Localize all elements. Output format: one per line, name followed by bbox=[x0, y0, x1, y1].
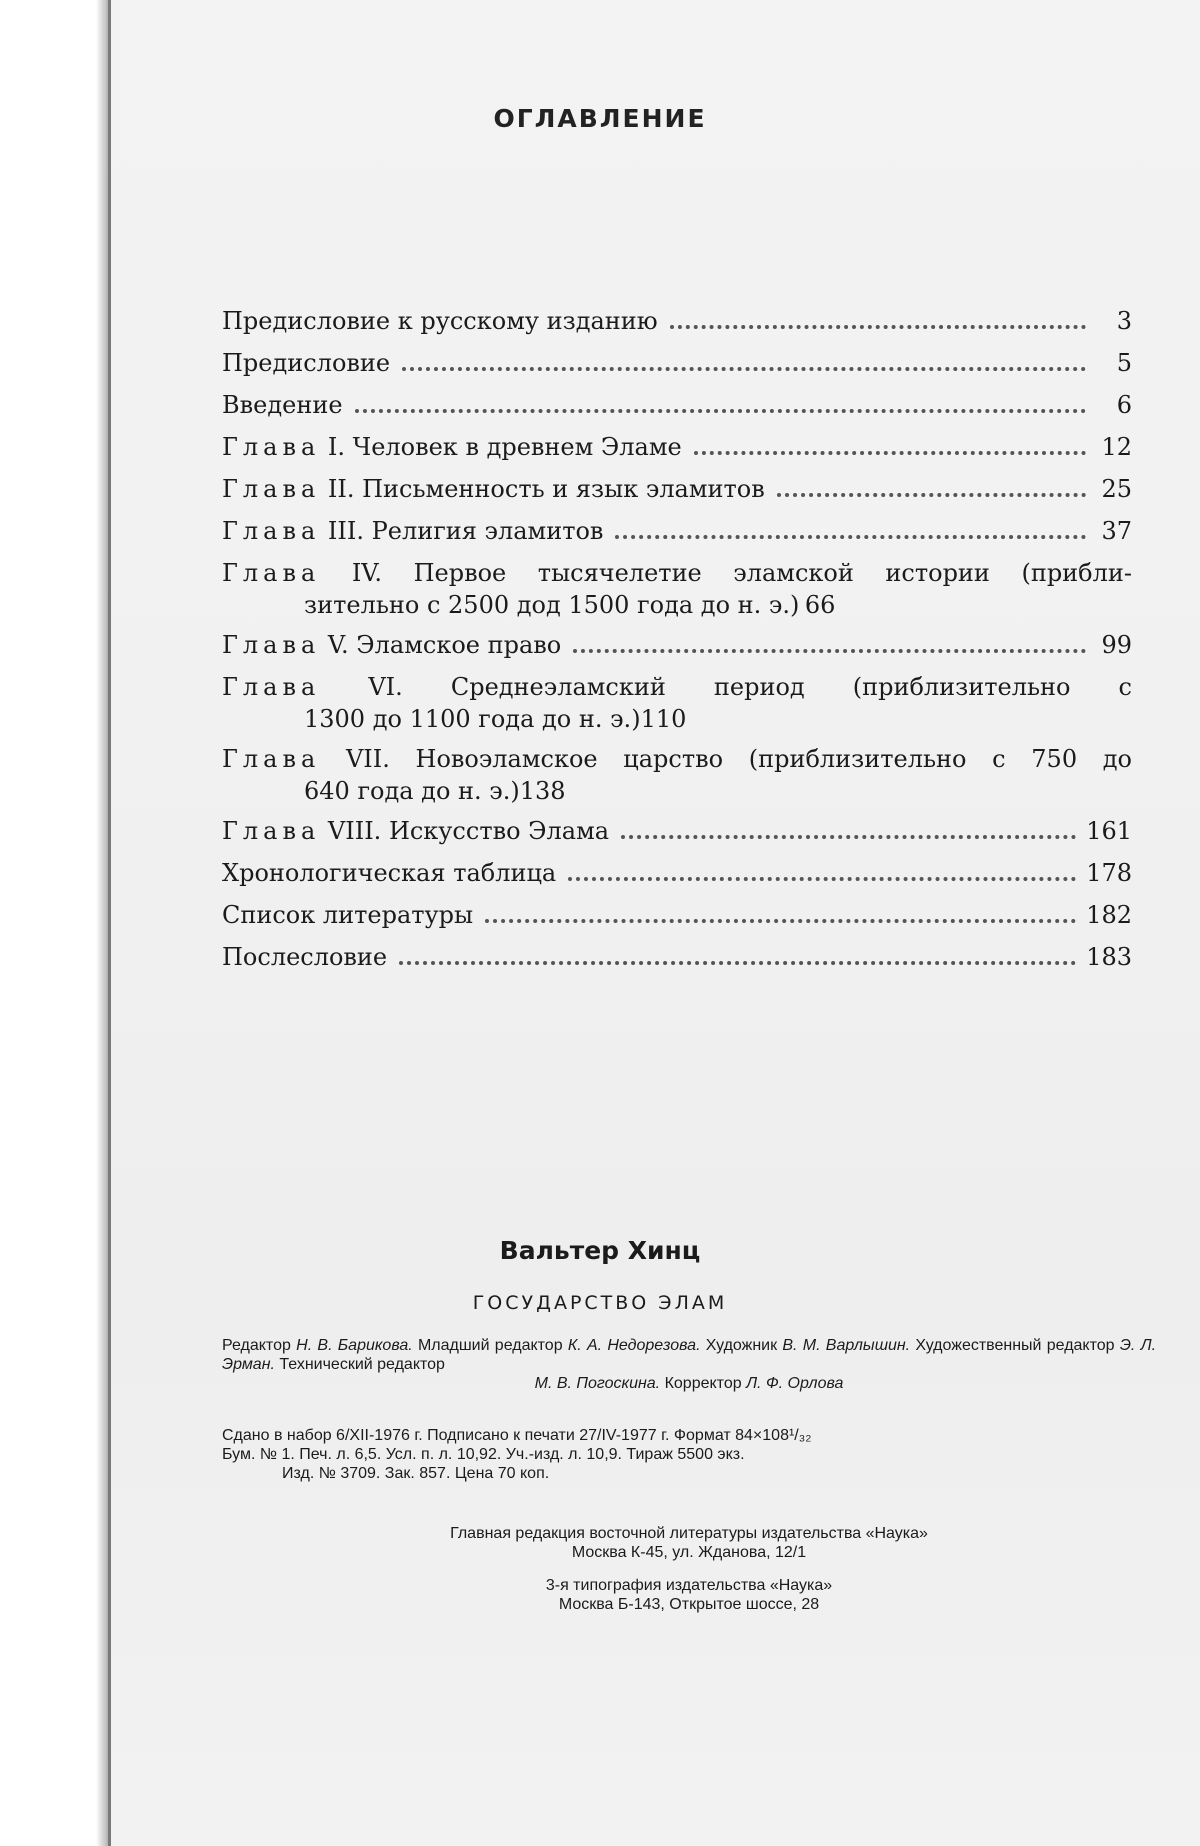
toc-entry-label-line1: IV. Первое тысячелетие эламской истории (прибли- bbox=[352, 559, 1132, 587]
toc-entry-page: 110 bbox=[641, 703, 687, 735]
toc-entry-label-line1: VI. Среднеэламский период (приблизительно с bbox=[368, 673, 1132, 701]
toc-entry-page: 25 bbox=[1096, 473, 1132, 505]
art-editor-label: Художественный редактор bbox=[915, 1337, 1114, 1354]
toc-title: ОГЛАВЛЕНИЕ bbox=[0, 104, 1200, 133]
leader-dots bbox=[621, 835, 1076, 839]
toc-entry-label: Послесловие bbox=[222, 941, 387, 973]
toc-entry-page: 66 bbox=[799, 589, 835, 621]
proofreader-label: Корректор bbox=[665, 1375, 742, 1392]
toc-entry-label: Введение bbox=[222, 389, 343, 421]
toc-entry[interactable] bbox=[222, 557, 1132, 621]
printer-line: 3-я типография издательства «Наука» bbox=[222, 1576, 1156, 1595]
leader-dots bbox=[402, 367, 1086, 371]
chapter-prefix: Глава bbox=[222, 673, 320, 701]
toc-entry-label: Хронологическая таблица bbox=[222, 857, 556, 889]
toc-entry-page: 183 bbox=[1086, 941, 1132, 973]
toc-entry[interactable] bbox=[222, 389, 1132, 421]
toc-entry[interactable] bbox=[222, 431, 1132, 463]
toc-entry[interactable] bbox=[222, 515, 1132, 547]
toc-entry[interactable] bbox=[222, 347, 1132, 379]
leader-dots bbox=[568, 877, 1076, 881]
chapter-prefix: Глава bbox=[222, 745, 320, 773]
leader-dots bbox=[670, 325, 1086, 329]
junior-editor-label: Младший редактор bbox=[418, 1337, 563, 1354]
toc-entry-label-line1: VII. Новоэламское царство (приблизительно с 750 до bbox=[346, 745, 1132, 773]
author-name: Вальтер Хинц bbox=[0, 1236, 1200, 1265]
tech-editor-name: М. В. Погоскина. bbox=[535, 1375, 660, 1392]
editor-name: Н. В. Барикова. bbox=[296, 1337, 413, 1354]
leader-dots bbox=[485, 919, 1076, 923]
left-margin bbox=[0, 0, 96, 1846]
chapter-prefix: Глава bbox=[222, 631, 320, 659]
pubinfo-line: Изд. № 3709. Зак. 857. Цена 70 коп. bbox=[222, 1464, 1156, 1483]
tech-editor-label: Технический редактор bbox=[279, 1356, 445, 1373]
leader-dots bbox=[615, 535, 1086, 539]
toc-entry-page: 5 bbox=[1096, 347, 1132, 379]
page bbox=[0, 0, 1200, 1846]
publisher-info bbox=[222, 1524, 1156, 1614]
toc-entry[interactable] bbox=[222, 671, 1132, 735]
chapter-prefix: Глава bbox=[222, 433, 320, 461]
toc-entry-label-line2: 1300 до 1100 года до н. э.) bbox=[304, 703, 641, 735]
chapter-prefix: Глава bbox=[222, 559, 320, 587]
leader-dots bbox=[355, 409, 1086, 413]
toc-entry[interactable] bbox=[222, 815, 1132, 847]
proofreader-name: Л. Ф. Орлова bbox=[746, 1375, 843, 1392]
art-editor-name: Э. Л. Эрман. bbox=[222, 1337, 1156, 1373]
toc-entry[interactable] bbox=[222, 473, 1132, 505]
leader-dots bbox=[777, 493, 1086, 497]
toc-entry[interactable] bbox=[222, 743, 1132, 807]
toc-entry-page: 12 bbox=[1096, 431, 1132, 463]
toc-entry[interactable] bbox=[222, 305, 1132, 337]
toc-entry-label: II. Письменность и язык эламитов bbox=[328, 475, 765, 503]
toc-entry-page: 6 bbox=[1096, 389, 1132, 421]
chapter-prefix: Глава bbox=[222, 475, 320, 503]
toc-entry[interactable] bbox=[222, 941, 1132, 973]
junior-editor-name: К. А. Недорезова. bbox=[568, 1337, 701, 1354]
toc-entry-label-line2: зительно с 2500 дод 1500 года до н. э.) bbox=[304, 589, 799, 621]
artist-name: В. М. Варлышин. bbox=[782, 1337, 910, 1354]
publisher-line: Главная редакция восточной литературы издательства «Наука» bbox=[222, 1524, 1156, 1543]
toc-entry-label: VIII. Искусство Элама bbox=[328, 817, 609, 845]
toc-entry-label-line2: 640 года до н. э.) bbox=[304, 775, 520, 807]
toc-entry-label: I. Человек в древнем Эламе bbox=[328, 433, 682, 461]
pubinfo-line: Бум. № 1. Печ. л. 6,5. Усл. п. л. 10,92. Уч.-изд. л. 10,9. Тираж 5500 экз. bbox=[222, 1445, 1156, 1464]
pubinfo-line: Сдано в набор 6/XII-1976 г. Подписано к печати 27/IV-1977 г. Формат 84×108¹/₃₂ bbox=[222, 1426, 1156, 1445]
toc-entry-page: 182 bbox=[1086, 899, 1132, 931]
chapter-prefix: Глава bbox=[222, 817, 320, 845]
table-of-contents bbox=[222, 305, 1132, 983]
toc-entry-label: Список литературы bbox=[222, 899, 473, 931]
toc-entry[interactable] bbox=[222, 857, 1132, 889]
artist-label: Художник bbox=[706, 1337, 777, 1354]
toc-entry-page: 138 bbox=[520, 775, 566, 807]
toc-entry-label: V. Эламское право bbox=[328, 631, 561, 659]
leader-dots bbox=[694, 451, 1086, 455]
editorial-credits bbox=[222, 1336, 1156, 1393]
publication-info bbox=[222, 1426, 1156, 1483]
editor-label: Редактор bbox=[222, 1337, 291, 1354]
leader-dots bbox=[573, 649, 1086, 653]
leader-dots bbox=[399, 961, 1076, 965]
toc-entry-page: 161 bbox=[1086, 815, 1132, 847]
toc-entry-label: Предисловие bbox=[222, 347, 390, 379]
toc-entry-page: 99 bbox=[1096, 629, 1132, 661]
publisher-line: Москва К-45, ул. Жданова, 12/1 bbox=[222, 1543, 1156, 1562]
chapter-prefix: Глава bbox=[222, 517, 320, 545]
toc-entry-page: 178 bbox=[1086, 857, 1132, 889]
printer-line: Москва Б-143, Открытое шоссе, 28 bbox=[222, 1595, 1156, 1614]
toc-entry-page: 3 bbox=[1096, 305, 1132, 337]
book-title: ГОСУДАРСТВО ЭЛАМ bbox=[0, 1292, 1200, 1314]
spine-shadow bbox=[108, 0, 111, 1846]
toc-entry-page: 37 bbox=[1096, 515, 1132, 547]
toc-entry-label: III. Религия эламитов bbox=[328, 517, 604, 545]
toc-entry[interactable] bbox=[222, 899, 1132, 931]
toc-entry-label: Предисловие к русскому изданию bbox=[222, 305, 658, 337]
toc-entry[interactable] bbox=[222, 629, 1132, 661]
